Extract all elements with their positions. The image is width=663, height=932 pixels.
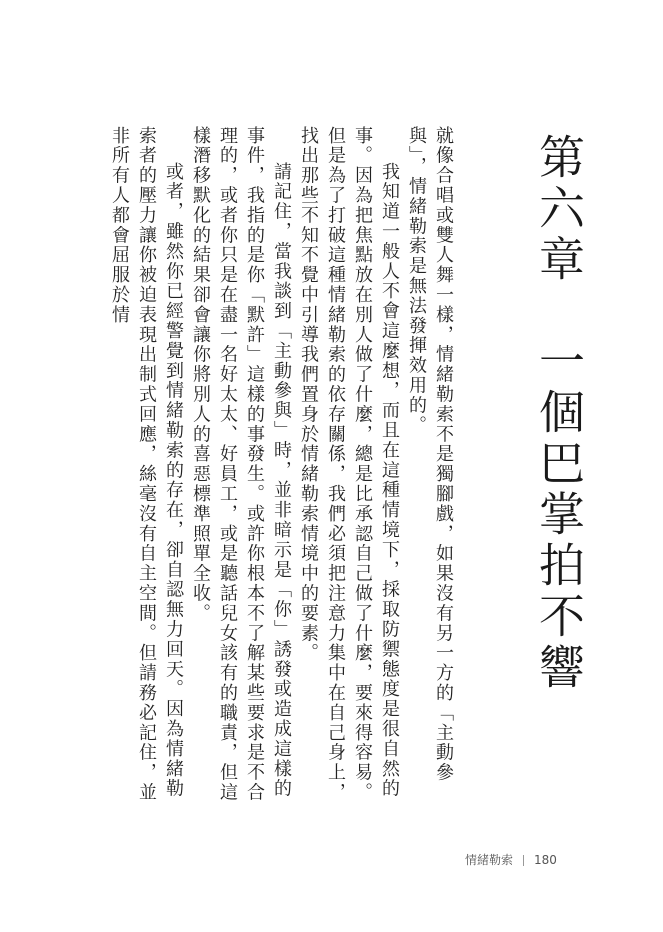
page-footer bbox=[465, 851, 557, 868]
body-text bbox=[109, 126, 457, 816]
paragraph-2: 我知道一般人不會這麼想，而且在這種情境下，採取防禦態度是很自然的事。因為把焦點放在別人做了什麼，總是比承認自己做了什麼，要來得容易。但是為了打破這種情緒勒索的依存關係，我們必須把注意力集中在自己身上，找出那些不知不覺中引導我們置身於情緒勒索情境中的要素。 bbox=[298, 126, 400, 803]
chapter-title: 第六章 一個巴掌拍不響 bbox=[532, 133, 586, 694]
footer-divider bbox=[523, 855, 524, 866]
paragraph-1: 就像合唱或雙人舞一樣，情緒勒索不是獨腳戲，如果沒有另一方的「主動參與」，情緒勒索是無法發揮效用的。 bbox=[406, 126, 454, 783]
page-number: 180 bbox=[534, 853, 557, 867]
paragraph-3: 請記住，當我談到「主動參與」時，並非暗示是「你」誘發或造成這樣的事件，我指的是你「默許」這樣的事發生。或許你根本不了解某些要求是不合理的，或者你只是在盡一名好太太、好員工，或是聽話兒女該有的職責，但這樣潛移默化的結果卻會讓你將別人的喜惡標準照單全收。 bbox=[190, 126, 292, 803]
paragraph-4: 或者，雖然你已經警覺到情緒勒索的存在，卻自認無力回天。因為情緒勒索者的壓力讓你被迫表現出制式回應，絲毫沒有自主空間。但請務必記住，並非所有人都會屈服於情 bbox=[109, 126, 184, 803]
footer-book-title: 情緒勒索 bbox=[465, 853, 514, 867]
